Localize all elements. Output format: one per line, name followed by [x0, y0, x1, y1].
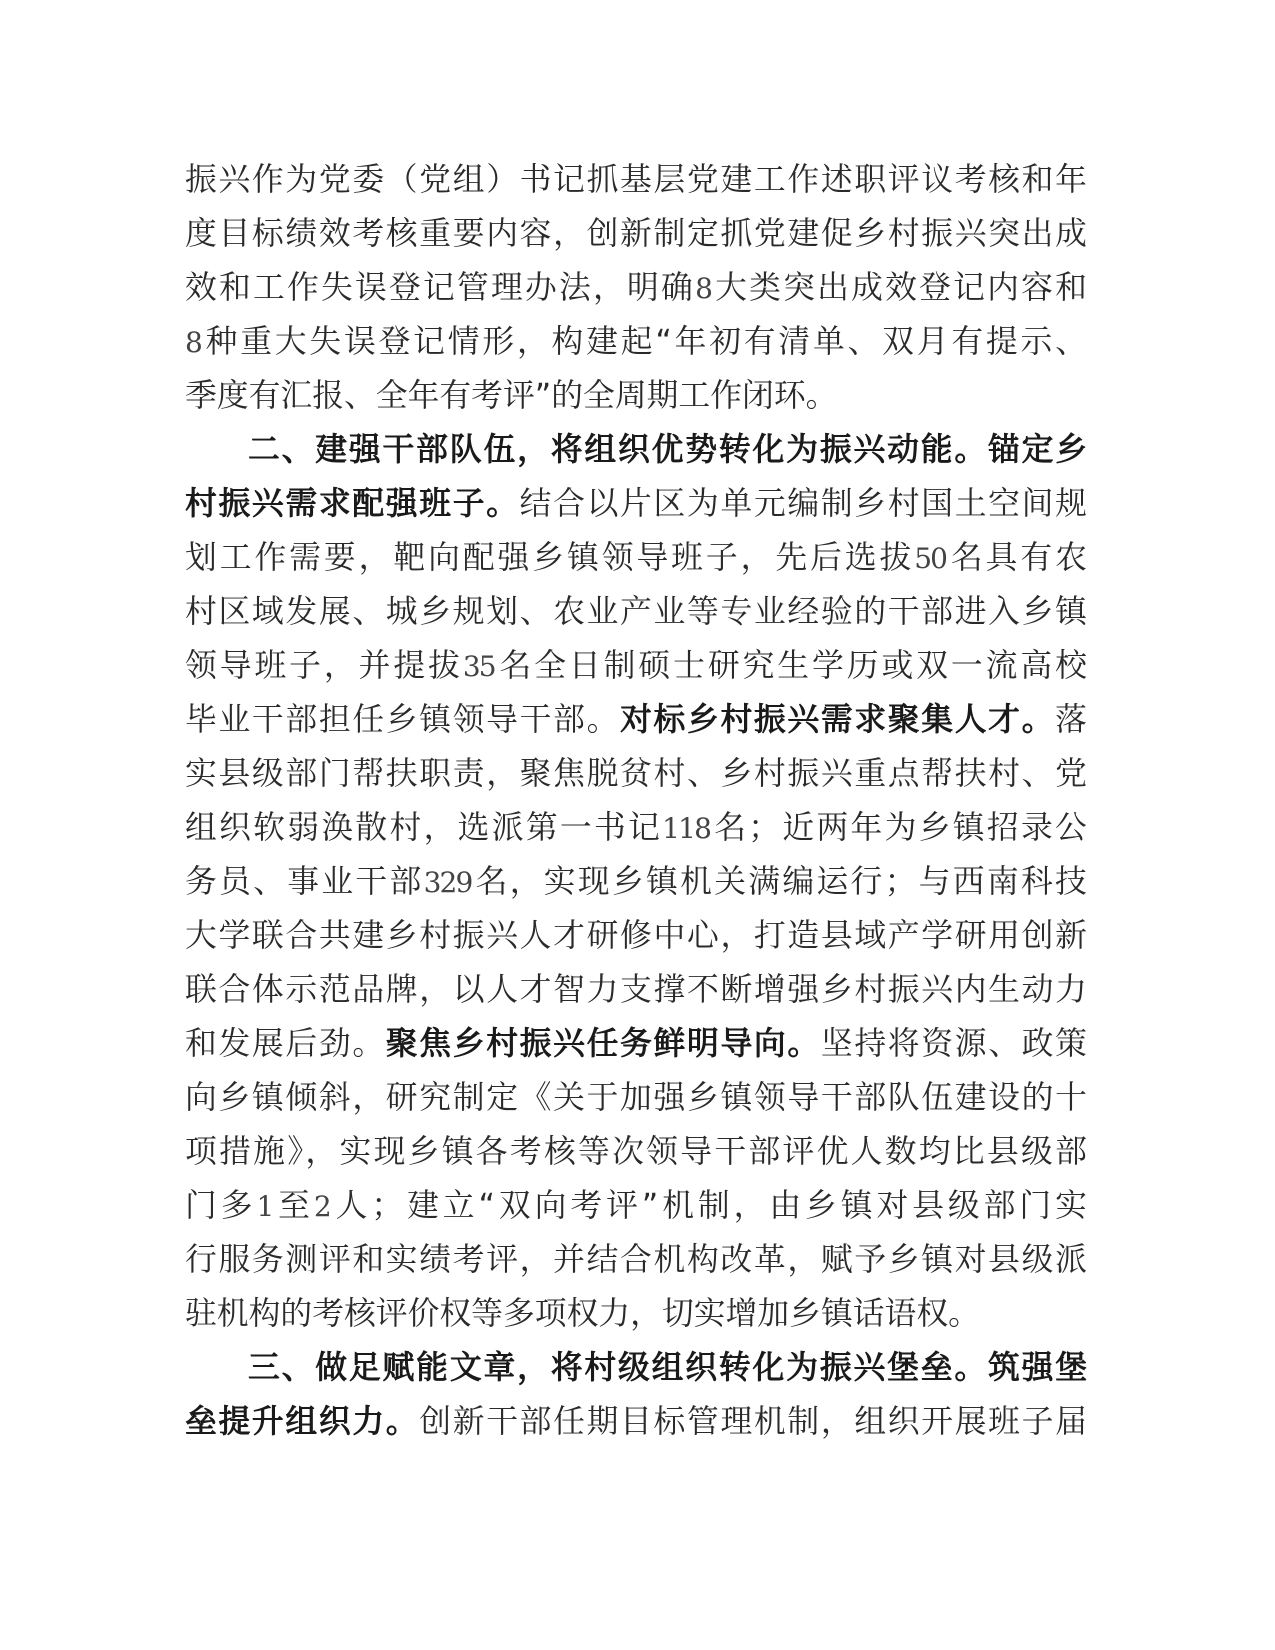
- text-line: 效和工作失误登记管理办法，明确8大类突出成效登记内容和: [185, 269, 1086, 306]
- text-line: 项措施》，实现乡镇各考核等次领导干部评优人数均比县级部: [185, 1133, 1085, 1170]
- text-line: 度目标绩效考核重要内容，创新制定抓党建促乡村振兴突出成: [185, 215, 1085, 252]
- document-body: [185, 153, 1085, 1449]
- text-line: 门多1至2人；建立“双向考评”机制，由乡镇对县级部门实: [185, 1187, 1085, 1224]
- text-line: 8种重大失误登记情形，构建起“年初有清单、双月有提示、: [185, 323, 1085, 360]
- text-line: 向乡镇倾斜，研究制定《关于加强乡镇领导干部队伍建设的十: [185, 1079, 1085, 1116]
- section-heading-2: 二、建强干部队伍，将组织优势转化为振兴动能。锚定乡: [248, 431, 1085, 468]
- text-line: 行服务测评和实绩考评，并结合机构改革，赋予乡镇对县级派: [185, 1241, 1085, 1278]
- text-line: 大学联合共建乡村振兴人才研修中心，打造县域产学研用创新: [185, 917, 1085, 954]
- text-line: 垒提升组织力。创新干部任期目标管理机制，组织开展班子届: [185, 1403, 1085, 1440]
- text-line: 划工作需要，靶向配强乡镇领导班子，先后选拔50名具有农: [185, 539, 1085, 576]
- text-line: 领导班子，并提拔35名全日制硕士研究生学历或双一流高校: [185, 647, 1085, 684]
- text-line: 联合体示范品牌，以人才智力支撑不断增强乡村振兴内生动力: [185, 971, 1085, 1008]
- text-line: 季度有汇报、全年有考评”的全周期工作闭环。: [185, 377, 838, 414]
- text-line: 实县级部门帮扶职责，聚焦脱贫村、乡村振兴重点帮扶村、党: [185, 755, 1085, 792]
- text-line: 村区域发展、城乡规划、农业产业等专业经验的干部进入乡镇: [185, 593, 1085, 630]
- text-line: 村振兴需求配强班子。结合以片区为单元编制乡村国土空间规: [185, 485, 1085, 522]
- text-line: 和发展后劲。聚焦乡村振兴任务鲜明导向。坚持将资源、政策: [185, 1025, 1085, 1062]
- text-line: 振兴作为党委（党组）书记抓基层党建工作述职评议考核和年: [185, 161, 1085, 198]
- text-line: 毕业干部担任乡镇领导干部。对标乡村振兴需求聚集人才。落: [185, 701, 1086, 738]
- text-line: 驻机构的考核评价权等多项权力，切实增加乡镇话语权。: [185, 1295, 980, 1332]
- section-heading-3: 三、做足赋能文章，将村级组织转化为振兴堡垒。筑强堡: [248, 1349, 1085, 1386]
- text-line: 务员、事业干部329名，实现乡镇机关满编运行；与西南科技: [185, 863, 1085, 900]
- text-line: 组织软弱涣散村，选派第一书记118名；近两年为乡镇招录公: [185, 809, 1085, 846]
